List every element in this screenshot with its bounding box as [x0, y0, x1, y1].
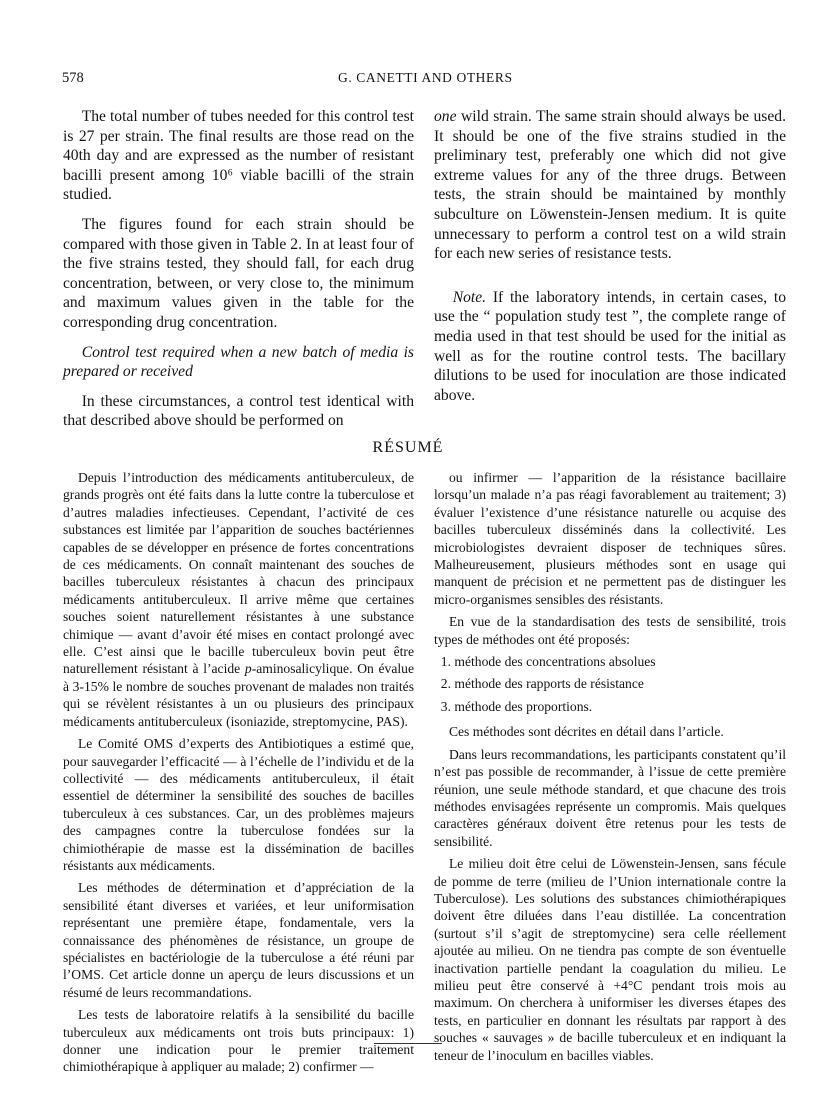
paragraph-text: Depuis l’introduction des médicaments antituberculeux, de grands progrès ont été faits dans la lutte contre la tuberculose et d’autres maladies infectieuses. Cependant, l’activité de ces substances est limitée par l’apparition de souches bactériennes capables de se développer en présence de fortes concentrations de ces médicaments. On connaît maintenant des souches de bacilles tuberculeux résistantes à chacun des principaux médicaments antituberculeux. Il arrive même que certaines souches soient naturellement résistantes à une substance chimique — avant d’avoir été mises en contact prolongé avec elle. C’est ainsi que le bacille tuberculeux bovin peut être naturellement résistant à l’acide [63, 470, 414, 677]
running-head: G. CANETTI AND OTHERS [338, 70, 513, 85]
paragraph [63, 469, 414, 730]
note-paragraph [434, 288, 786, 406]
emphasis: one [434, 108, 457, 125]
list-item: 3. méthode des proportions. [440, 698, 593, 714]
note-text: If the laboratory intends, in certain cases, to use the “ population study test ”, the complete range of media used in that test should be used for the initial as well as for the routine control tests. The bacillary dilutions to be used for inoculation are those indicated above. [434, 288, 786, 404]
paragraph [434, 107, 786, 264]
paragraph: The figures found for each strain should be compared with those given in Table 2. In at least four of the five strains tested, they should fall, for each drug concentration, between, or very close to, the minimum and maximum values given in the table for the corresponding drug concentration. [63, 215, 414, 331]
methods-list [434, 653, 786, 715]
resume-title: RÉSUMÉ [372, 439, 444, 456]
paragraph-text: wild strain. The same strain should always be used. It should be one of the five strains studied in the preliminary test, preferably one which did not give extreme values for any of the three drugs. Between tests, the strain should be maintained by monthly subculture on Löwenstein-Jensen medium. It is quite unnecessary to perform a control test on a wild strain for each new series of resistance tests. [434, 108, 786, 263]
paragraph: The total number of tubes needed for this control test is 27 per strain. The final results are those read on the 40th day and are expressed as the number of resistant bacilli present among 10⁶ viable bacilli of the strain studied. [63, 108, 414, 204]
list-item: 1. méthode des concentrations absolues [440, 654, 656, 670]
english-left-column [63, 107, 414, 441]
end-rule [374, 1043, 442, 1044]
paragraph: Le milieu doit être celui de Löwenstein-Jensen, sans fécule de pomme de terre (milieu de l’Union internationale contre la Tuberculose). Les solutions des substances chimiothérapiques doivent être diluées dans l’eau distillée. La concentration (surtout s’il s’agit de streptomycine) sera celle réellement ajoutée au milieu. On ne tiendra pas compte de son éventuelle inactivation partielle pendant la coagulation du milieu. Le milieu peut être conservé à +4°C pendant trois mois au maximum. On cherchera à uniformiser les diverses étapes des tests, en particulier en donnant les résultats par rapport à des souches « sauvages » de bacille tuberculeux et en indiquant la teneur de l’inoculum en bacilles viables. [434, 856, 786, 1063]
paragraph: Ces méthodes sont décrites en détail dans l’article. [448, 724, 724, 740]
section-subheading: Control test required when a new batch of media is prepared or received [63, 343, 414, 381]
paragraph-text: -aminosalicylique. On évalue à 3-15% le nombre de souches provenant de malades non traités qui se révèlent résistantes à un ou plusieurs des principaux médicaments antituberculeux (isoniazide, streptomycine, PAS). [63, 661, 414, 729]
paragraph: In these circumstances, a control test identical with that described above should be performed on [63, 392, 414, 430]
resume-right-column [434, 469, 786, 1069]
page-number: 578 [62, 70, 84, 86]
page-header [62, 70, 766, 92]
english-right-column [434, 107, 786, 415]
paragraph: Dans leurs recommandations, les participants constatent qu’il n’est pas possible de recommander, à l’issue de cette première réunion, une seule méthode standard, et que chacune des trois méthodes envisagées représente un compromis. Mais quelques caractères généraux doivent être retenus pour les tests de sensibilité. [434, 746, 786, 849]
paragraph: Les méthodes de détermination et d’appréciation de la sensibilité étant diverses et variées, et leur uniformisation représentant une première étape, fondamentale, vers la connaissance des phénomènes de résistance, un groupe de spécialistes en bactériologie de la tuberculose a été réuni par l’OMS. Cet article donne un aperçu de leurs discussions et un résumé de leurs recommandations. [63, 880, 414, 1000]
paragraph: Le Comité OMS d’experts des Antibiotiques a estimé que, pour sauvegarder l’efficacité — à l’échelle de l’individu et de la collectivité — des médicaments antituberculeux, il était essentiel de déterminer la sensibilité des souches de bacilles tuberculeux à ces substances. Car, un des problèmes majeurs des campagnes contre la tuberculose fondées sur la chimiothérapie de masse est la dissémination de bacilles résistants aux médicaments. [63, 736, 414, 873]
resume-left-column [63, 469, 414, 1081]
note-label: Note. [452, 288, 487, 306]
paragraph: En vue de la standardisation des tests de sensibilité, trois types de méthodes ont été proposés: [434, 614, 786, 647]
emphasis: p [244, 661, 252, 677]
paragraph: ou infirmer — l’apparition de la résistance bacillaire lorsqu’un malade n’a pas réagi favorablement au traitement; 3) évaluer l’existence d’une résistance naturelle ou acquise des bacilles tuberculeux disséminés dans la collectivité. Les microbiologistes devraient disposer de techniques sûres. Malheureusement, plusieurs méthodes sont en usage qui manquent de précision et ne permettent pas de distinguer les micro-organismes sensibles des résistants. [434, 470, 786, 607]
paragraph: Les tests de laboratoire relatifs à la sensibilité du bacille tuberculeux aux médicaments ont trois buts principaux: 1) donner une indication pour le premier traitement chimiothérapique à appliquer au malade; 2) confirmer — [63, 1007, 414, 1075]
list-item: 2. méthode des rapports de résistance [440, 676, 644, 692]
